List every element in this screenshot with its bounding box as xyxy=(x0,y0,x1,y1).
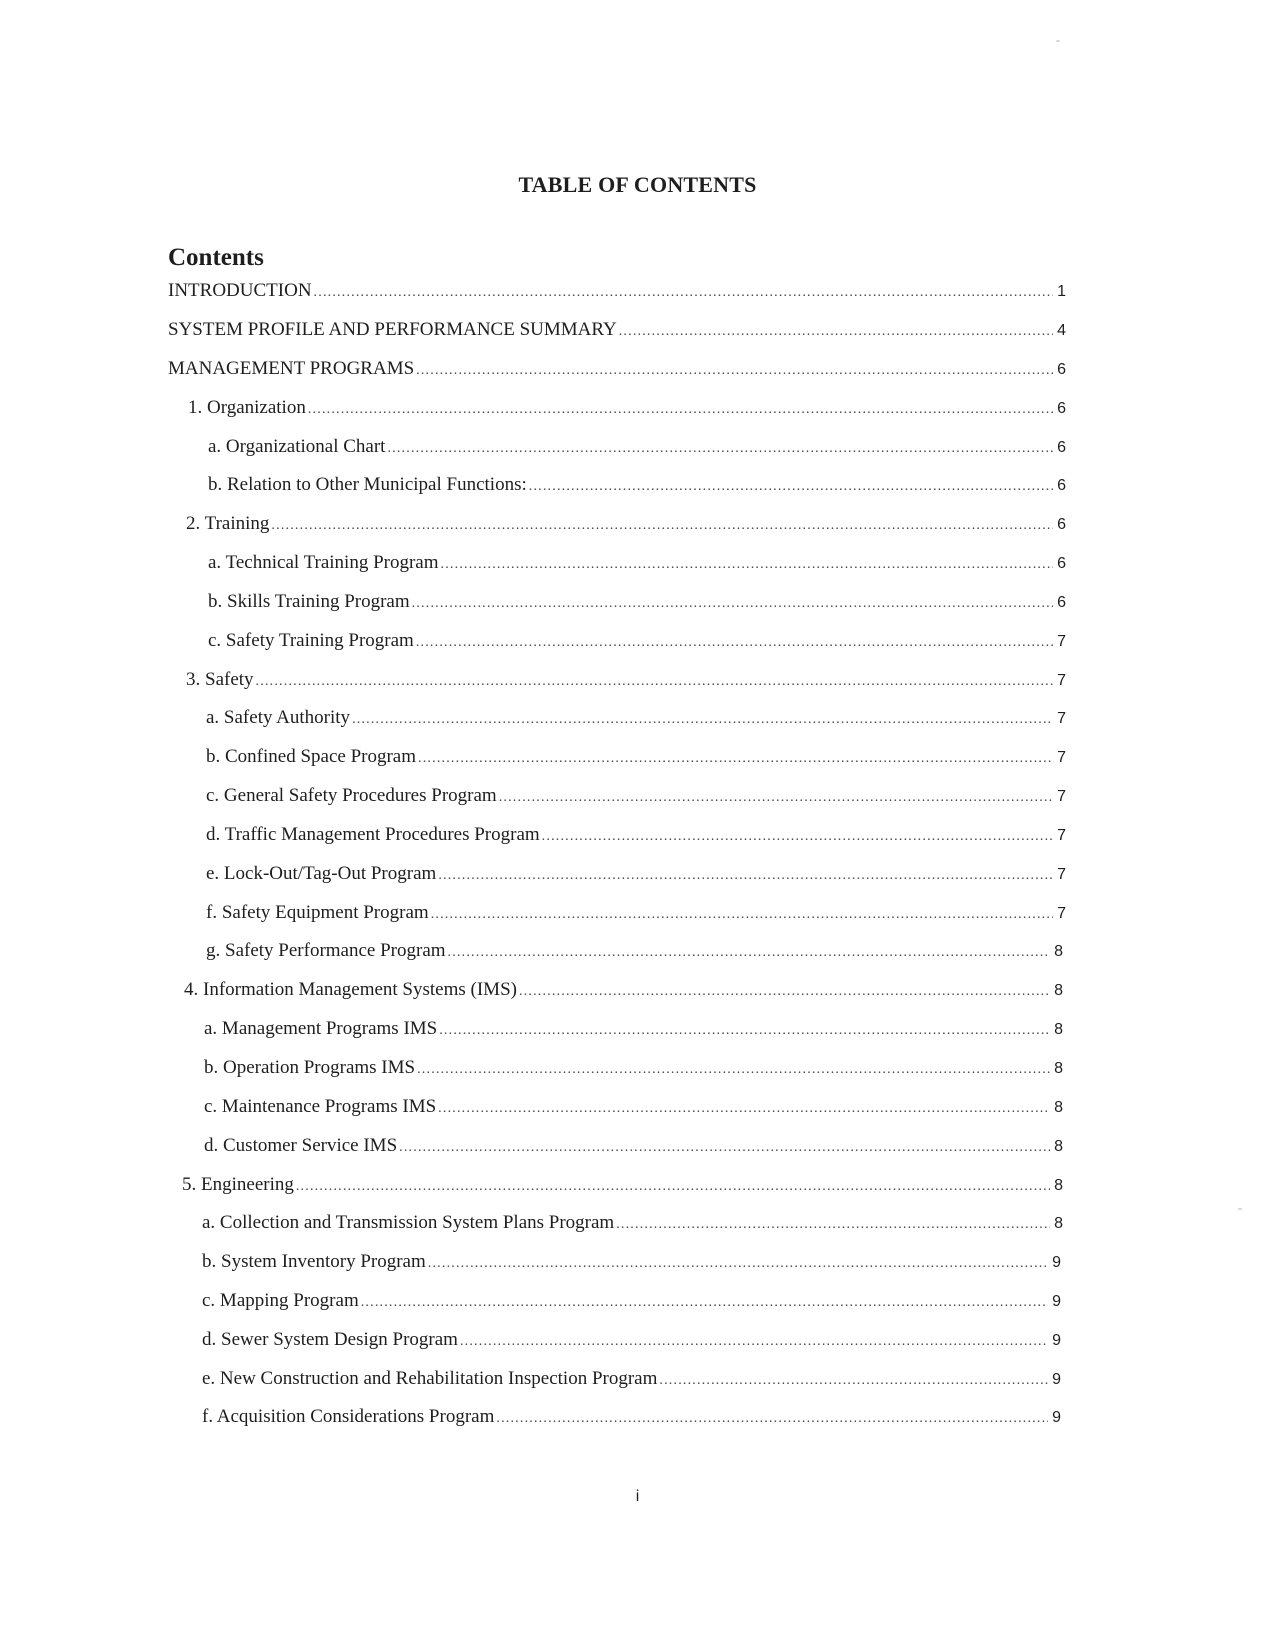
toc-entry[interactable] xyxy=(202,1327,1061,1353)
toc-entry-page-number: 8 xyxy=(1054,1215,1063,1232)
toc-entry-label: e. New Construction and Rehabilitation Inspection Program xyxy=(202,1368,658,1389)
toc-dot-leader xyxy=(438,1096,1050,1122)
toc-dot-leader xyxy=(314,280,1054,306)
toc-dot-leader xyxy=(496,1406,1048,1432)
toc-entry-label: d. Traffic Management Procedures Program xyxy=(206,824,540,845)
toc-entry[interactable] xyxy=(204,1055,1063,1081)
toc-entry-page-number: 7 xyxy=(1057,710,1066,727)
toc-entry-page-number: 7 xyxy=(1057,672,1066,689)
toc-dot-leader xyxy=(460,1329,1048,1355)
toc-dot-leader xyxy=(529,474,1053,500)
toc-entry-page-number: 7 xyxy=(1057,905,1066,922)
toc-dot-leader xyxy=(441,552,1054,578)
toc-dot-leader xyxy=(416,630,1053,656)
toc-entry-page-number: 7 xyxy=(1057,827,1066,844)
toc-entry-page-number: 7 xyxy=(1057,788,1066,805)
toc-dot-leader xyxy=(428,1251,1048,1277)
toc-entry[interactable] xyxy=(204,1133,1063,1159)
toc-dot-leader xyxy=(308,397,1053,423)
toc-entry-page-number: 9 xyxy=(1052,1293,1061,1310)
toc-entry-label: MANAGEMENT PROGRAMS xyxy=(168,358,415,379)
toc-entry[interactable] xyxy=(202,1404,1061,1430)
toc-entry-label: b. System Inventory Program xyxy=(202,1251,426,1272)
toc-entry[interactable] xyxy=(202,1288,1061,1314)
toc-entry-label: SYSTEM PROFILE AND PERFORMANCE SUMMARY xyxy=(168,319,617,340)
toc-entry-page-number: 6 xyxy=(1057,594,1066,611)
toc-entry-page-number: 8 xyxy=(1054,1060,1063,1077)
toc-entry[interactable] xyxy=(202,1366,1061,1392)
toc-dot-leader xyxy=(499,785,1053,811)
toc-dot-leader xyxy=(361,1290,1048,1316)
toc-dot-leader xyxy=(352,707,1053,733)
toc-entry-page-number: 6 xyxy=(1057,555,1066,572)
toc-dot-leader xyxy=(659,1368,1048,1394)
toc-entry-label: g. Safety Performance Program xyxy=(206,940,446,961)
toc-dot-leader xyxy=(616,1212,1050,1238)
toc-entry[interactable] xyxy=(208,550,1066,576)
toc-entry-page-number: 9 xyxy=(1052,1332,1061,1349)
toc-dot-leader xyxy=(416,358,1053,384)
toc-entry[interactable] xyxy=(184,977,1063,1003)
toc-entry-page-number: 6 xyxy=(1057,477,1066,494)
toc-entry[interactable] xyxy=(206,783,1066,809)
toc-entry[interactable] xyxy=(204,1016,1063,1042)
toc-dot-leader xyxy=(399,1135,1050,1161)
toc-entry-page-number: 9 xyxy=(1052,1371,1061,1388)
toc-entry-page-number: 6 xyxy=(1057,400,1066,417)
scan-speck xyxy=(1238,1208,1242,1210)
toc-dot-leader xyxy=(542,824,1053,850)
toc-entry-label: d. Customer Service IMS xyxy=(204,1135,398,1156)
toc-entry-label: c. Safety Training Program xyxy=(208,630,414,651)
toc-entry[interactable] xyxy=(204,1094,1063,1120)
toc-entry-page-number: 7 xyxy=(1057,866,1066,883)
footer-page-number: i xyxy=(635,1488,640,1505)
toc-dot-leader xyxy=(271,513,1053,539)
toc-entry[interactable] xyxy=(206,938,1063,964)
toc-entry-label: b. Confined Space Program xyxy=(206,746,417,767)
toc-entry[interactable] xyxy=(168,317,1066,343)
toc-entry-label: b. Relation to Other Municipal Functions: xyxy=(208,474,527,495)
toc-dot-leader xyxy=(439,1018,1050,1044)
toc-entry-label: c. Maintenance Programs IMS xyxy=(204,1096,437,1117)
toc-entry[interactable] xyxy=(188,395,1066,421)
toc-dot-leader xyxy=(438,863,1053,889)
toc-entry-page-number: 8 xyxy=(1054,943,1063,960)
toc-entry[interactable] xyxy=(202,1210,1063,1236)
toc-entry[interactable] xyxy=(206,822,1066,848)
toc-entry-label: b. Operation Programs IMS xyxy=(204,1057,416,1078)
toc-dot-leader xyxy=(619,319,1053,345)
toc-dot-leader xyxy=(519,979,1050,1005)
toc-entry[interactable] xyxy=(186,511,1066,537)
toc-entry-label: INTRODUCTION xyxy=(168,280,312,301)
toc-entry-page-number: 8 xyxy=(1054,1177,1063,1194)
toc-dot-leader xyxy=(448,940,1051,966)
toc-entry-page-number: 8 xyxy=(1054,982,1063,999)
toc-entry-label: b. Skills Training Program xyxy=(208,591,410,612)
toc-entry-label: 4. Information Management Systems (IMS) xyxy=(184,979,517,1000)
toc-entry[interactable] xyxy=(208,628,1066,654)
toc-entry-label: 1. Organization xyxy=(188,397,306,418)
toc-entry[interactable] xyxy=(206,705,1066,731)
toc-dot-leader xyxy=(418,746,1053,772)
toc-dot-leader xyxy=(417,1057,1050,1083)
toc-entry-label: a. Management Programs IMS xyxy=(204,1018,438,1039)
toc-entry-label: a. Safety Authority xyxy=(206,707,351,728)
toc-entry-page-number: 6 xyxy=(1057,439,1066,456)
toc-entry-label: 5. Engineering xyxy=(182,1174,294,1195)
toc-dot-leader xyxy=(387,436,1053,462)
toc-entry-page-number: 1 xyxy=(1057,283,1066,300)
contents-heading: Contents xyxy=(168,244,264,271)
toc-entry-label: 3. Safety xyxy=(186,669,254,690)
toc-dot-leader xyxy=(412,591,1053,617)
toc-entry-label: f. Safety Equipment Program xyxy=(206,902,429,923)
toc-entry[interactable] xyxy=(206,900,1066,926)
toc-entry-page-number: 6 xyxy=(1057,361,1066,378)
toc-entry-label: e. Lock-Out/Tag-Out Program xyxy=(206,863,437,884)
toc-entry[interactable] xyxy=(168,356,1066,382)
toc-entry[interactable] xyxy=(208,434,1066,460)
toc-entry-label: a. Collection and Transmission System Plans Program xyxy=(202,1212,615,1233)
toc-dot-leader xyxy=(431,902,1053,928)
toc-entry-label: f. Acquisition Considerations Program xyxy=(202,1406,495,1427)
toc-entry[interactable] xyxy=(208,589,1066,615)
page-title: TABLE OF CONTENTS xyxy=(518,172,757,197)
scan-speck xyxy=(1056,40,1060,42)
toc-entry-label: a. Technical Training Program xyxy=(208,552,439,573)
toc-entry[interactable] xyxy=(206,861,1066,887)
toc-entry-label: c. General Safety Procedures Program xyxy=(206,785,497,806)
toc-entry[interactable] xyxy=(208,472,1066,498)
toc-entry-page-number: 6 xyxy=(1057,516,1066,533)
toc-entry-page-number: 9 xyxy=(1052,1409,1061,1426)
toc-entry-label: c. Mapping Program xyxy=(202,1290,359,1311)
toc-dot-leader xyxy=(256,669,1054,695)
toc-entry-page-number: 8 xyxy=(1054,1138,1063,1155)
toc-entry-label: a. Organizational Chart xyxy=(208,436,386,457)
toc-entry-label: 2. Training xyxy=(186,513,270,534)
toc-entry-page-number: 8 xyxy=(1054,1021,1063,1038)
toc-dot-leader xyxy=(296,1174,1050,1200)
toc-entry[interactable] xyxy=(182,1172,1063,1198)
toc-entry-label: d. Sewer System Design Program xyxy=(202,1329,458,1350)
toc-entry[interactable] xyxy=(168,278,1066,304)
toc-entry-page-number: 9 xyxy=(1052,1254,1061,1271)
toc-entry-page-number: 8 xyxy=(1054,1099,1063,1116)
toc-entry-page-number: 4 xyxy=(1057,322,1066,339)
toc-entry[interactable] xyxy=(186,667,1066,693)
toc-entry-page-number: 7 xyxy=(1057,749,1066,766)
toc-entry[interactable] xyxy=(206,744,1066,770)
toc-entry-page-number: 7 xyxy=(1057,633,1066,650)
toc-entry[interactable] xyxy=(202,1249,1061,1275)
